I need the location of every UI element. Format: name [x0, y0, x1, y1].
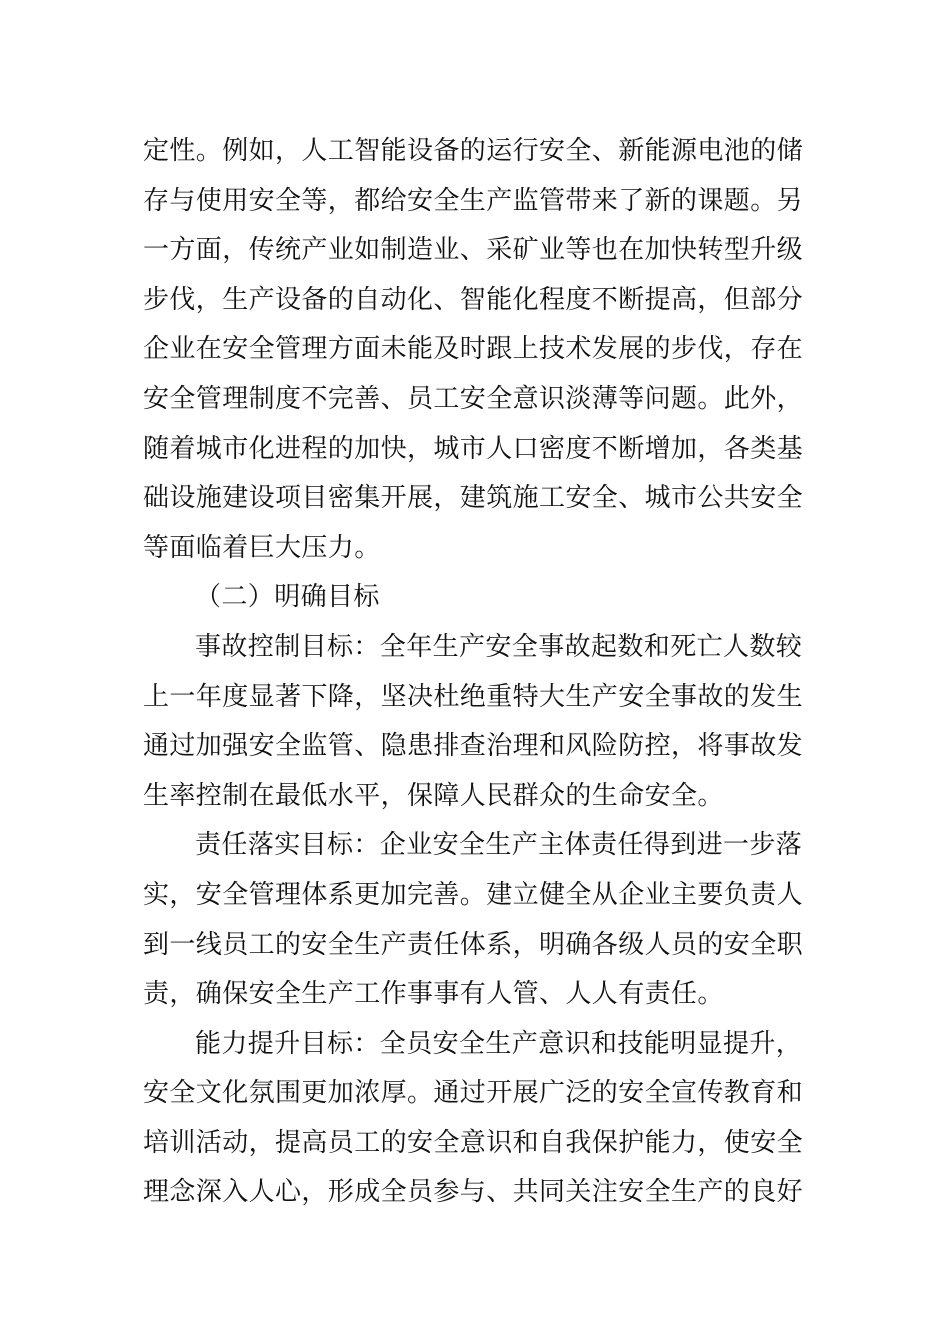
document-body [143, 127, 807, 1218]
text-line: 安全管理制度不完善、员工安全意识淡薄等问题。此外， [143, 383, 804, 414]
paragraph-context [143, 127, 807, 573]
text-line: 通过加强安全监管、隐患排查治理和风险防控，将事故发 [143, 731, 804, 762]
text-line: 实，安全管理体系更加完善。建立健全从企业主要负责人 [143, 879, 804, 910]
text-line: 等面临着巨大压力。 [143, 532, 381, 563]
text-line: 存与使用安全等，都给安全生产监管带来了新的课题。另 [143, 185, 804, 216]
text-line: 生率控制在最低水平，保障人民群众的生命安全。 [143, 780, 724, 811]
text-line: 到一线员工的安全生产责任体系，明确各级人员的安全职 [143, 929, 804, 960]
paragraph-accident-control [143, 623, 807, 821]
text-line: 责任落实目标：企业安全生产主体责任得到进一步落 [195, 830, 803, 861]
text-line: 上一年度显著下降，坚决杜绝重特大生产安全事故的发生 [143, 681, 804, 712]
section-heading [143, 573, 807, 623]
text-line: 安全文化氛围更加浓厚。通过开展广泛的安全宣传教育和 [143, 1078, 804, 1109]
heading-text: （二）明确目标 [195, 582, 380, 613]
text-line: 定性。例如，人工智能设备的运行安全、新能源电池的储 [143, 136, 804, 166]
text-line: 随着城市化进程的加快，城市人口密度不断增加，各类基 [143, 433, 804, 464]
paragraph-responsibility [143, 821, 807, 1019]
text-line: 一方面，传统产业如制造业、采矿业等也在加快转型升级 [143, 235, 804, 266]
text-line: 础设施建设项目密集开展，建筑施工安全、城市公共安全 [143, 483, 804, 514]
text-line: 责，确保安全生产工作事事有人管、人人有责任。 [143, 979, 724, 1010]
text-line: 事故控制目标：全年生产安全事故起数和死亡人数较 [195, 631, 803, 662]
paragraph-capability [143, 1020, 807, 1218]
text-line: 理念深入人心，形成全员参与、共同关注安全生产的良好 [143, 1177, 804, 1208]
text-line: 企业在安全管理方面未能及时跟上技术发展的步伐，存在 [143, 334, 804, 365]
text-line: 培训活动，提高员工的安全意识和自我保护能力，使安全 [143, 1127, 804, 1158]
text-line: 步伐，生产设备的自动化、智能化程度不断提高，但部分 [143, 284, 804, 315]
text-line: 能力提升目标：全员安全生产意识和技能明显提升， [195, 1028, 803, 1059]
